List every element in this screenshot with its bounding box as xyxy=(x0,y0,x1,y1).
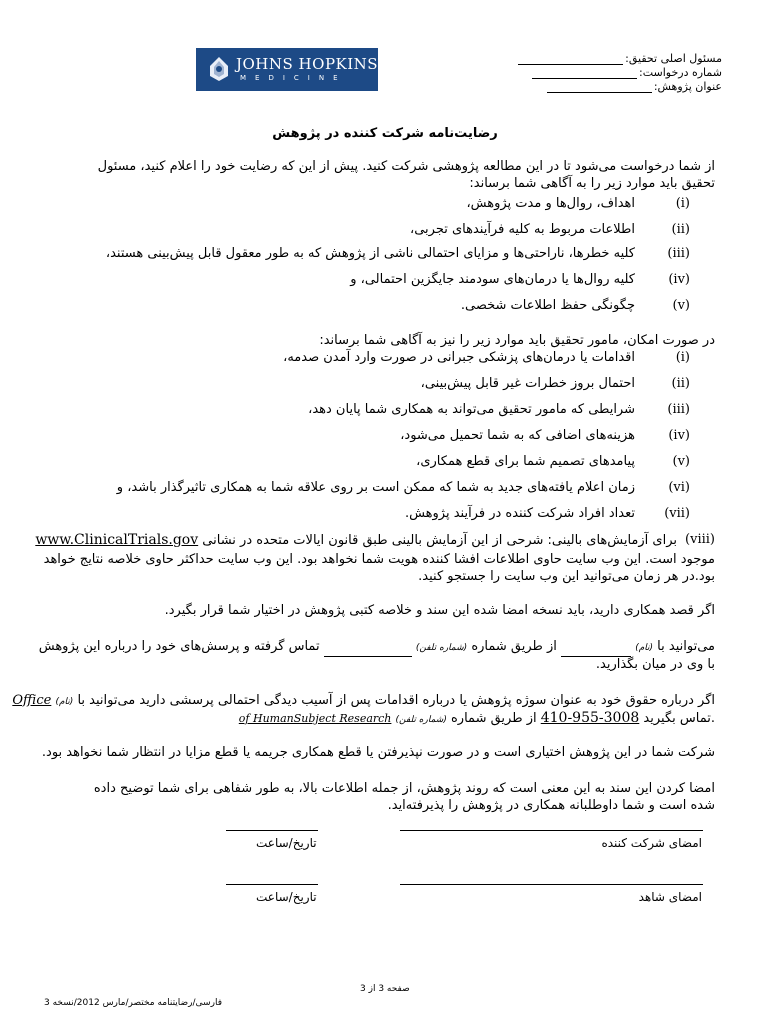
voluntary-paragraph: شرکت شما در این پژوهش اختیاری است و در صورت نپذیرفتن یا قطع همکاری جریمه یا قطع مزایا در انتظار شما نخواهد بود. xyxy=(41,745,715,760)
list-item: (iv) کلیه روال‌ها یا درمان‌های سودمند جایگزین احتمالی، و xyxy=(350,272,690,287)
clinical-trials-line2: موجود است. این وب سایت حاوی اطلاعات افشا کننده هویت شما نخواهد بود. این وب سایت حداکثر حاوی خلاصه نتایج خواهد xyxy=(43,552,715,567)
list-item-clinical-trials: (viii) برای آزمایش‌های بالینی: شرحی از این آزمایش بالینی طبق قانون ایالات متحده در نشانی www.ClinicalTrials.gov xyxy=(35,532,715,548)
witness-signature-line[interactable] xyxy=(400,884,703,885)
intro2-paragraph: در صورت امکان، مامور تحقیق باید موارد زیر را نیز به آگاهی شما برساند: xyxy=(319,333,715,348)
list-item: (vii) تعداد افراد شرکت کننده در فرآیند پژوهش. xyxy=(404,506,690,521)
list-item: (i) اهداف، روال‌ها و مدت پژوهش، xyxy=(466,196,690,211)
logo-name: JOHNS HOPKINS xyxy=(236,55,379,73)
witness-date-line[interactable] xyxy=(226,884,318,885)
list-item: (ii) اطلاعات مربوط به کلیه فرآیندهای تجربی، xyxy=(410,222,690,237)
rights-paragraph-line2: of HumanSubject Research از طریق شماره (شماره تلفن) 410-955-3008 تماس بگیرید. xyxy=(238,710,715,726)
list-item: (v) چگونگی حفظ اطلاعات شخصی. xyxy=(460,298,690,313)
intro-paragraph: از شما درخواست می‌شود تا در این مطالعه پژوهشی شرکت کنید. پیش از این که رضایت خود را اعلام کنید، مسئول تحقیق باید موارد زیر را به آگاهی شما برساند: xyxy=(97,159,715,191)
clinicaltrials-link[interactable]: www.ClinicalTrials.gov xyxy=(35,532,199,548)
participant-date-line[interactable] xyxy=(226,830,318,831)
list-item: (v) پیامدهای تصمیم شما برای قطع همکاری، xyxy=(416,454,690,469)
seal-icon xyxy=(204,54,234,84)
johns-hopkins-logo xyxy=(196,48,378,91)
page-number: صفحه 3 از 3 xyxy=(360,984,410,994)
document-version: فارسی/رضایتنامه مختصر/مارس 2012/نسخه 3 xyxy=(44,998,222,1008)
list-item: (iv) هزینه‌های اضافی که به شما تحمیل می‌شود، xyxy=(400,428,690,443)
app-no-line[interactable] xyxy=(532,67,637,79)
list-item: (vi) زمان اعلام یافته‌های جدید به شما که ممکن است بر روی علاقه شما به همکاری تاثیرگذار باشد، و xyxy=(116,480,690,495)
witness-date-label: تاریخ/ساعت xyxy=(256,890,317,904)
participant-signature-line[interactable] xyxy=(400,830,703,831)
rights-paragraph: اگر درباره حقوق خود به عنوان سوژه پژوهش یا درباره اقدامات پس از آسیب دیدگی احتمالی پرسشی دارید می‌توانید با (نام) Office xyxy=(12,693,715,708)
participant-date-label: تاریخ/ساعت xyxy=(256,836,317,850)
list-item: (iii) شرایطی که مامور تحقیق می‌تواند به همکاری شما پایان دهد، xyxy=(308,402,690,417)
contact-paragraph-line2: با وی در میان بگذارید. xyxy=(595,657,715,672)
office-name: Office xyxy=(12,693,52,708)
contact-paragraph: می‌توانید با (نام) از طریق شماره (شماره تلفن) تماس گرفته و پرسش‌های خود را درباره این پژوهش xyxy=(70,638,715,657)
signature-statement: امضا کردن این سند به این معنی است که روند پژوهش، از جمله اطلاعات بالا، به طور شفاهی برای شما توضیح داده شده است و شما داوطلبانه همکاری در پژوهش را پذیرفته‌اید. xyxy=(93,781,715,813)
list-item: (i) اقدامات یا درمان‌های پزشکی جبرانی در صورت وارد آمدن صدمه، xyxy=(283,350,690,365)
copy-paragraph: اگر قصد همکاری دارید، باید نسخه امضا شده این سند و خلاصه کتبی پژوهش در اختیار شما قرار بگیرد. xyxy=(164,603,715,618)
study-title-line[interactable] xyxy=(547,81,652,93)
witness-signature-label: امضای شاهد xyxy=(638,890,702,904)
pi-field: مسئول اصلی تحقیق: xyxy=(518,52,722,65)
list-item: (iii) کلیه خطرها، ناراحتی‌ها و مزایای احتمالی ناشی از پژوهش که به طور معقول قابل پیش‌بینی هستند، xyxy=(105,246,690,261)
participant-signature-label: امضای شرکت کننده xyxy=(601,836,702,850)
application-number-field: شماره درخواست: xyxy=(532,66,722,79)
study-title-field: عنوان پژوهش: xyxy=(547,80,722,93)
pi-line[interactable] xyxy=(518,53,623,65)
phone-number: 410-955-3008 xyxy=(540,710,640,726)
list-item: (ii) احتمال بروز خطرات غیر قابل پیش‌بینی، xyxy=(420,376,690,391)
logo-sub: MEDICINE xyxy=(240,74,347,82)
page-title: رضایت‌نامه شرکت کننده در پژوهش xyxy=(272,126,498,141)
clinical-trials-line3: بود.در هر زمان می‌توانید این وب سایت را جستجو کنید. xyxy=(418,569,715,584)
